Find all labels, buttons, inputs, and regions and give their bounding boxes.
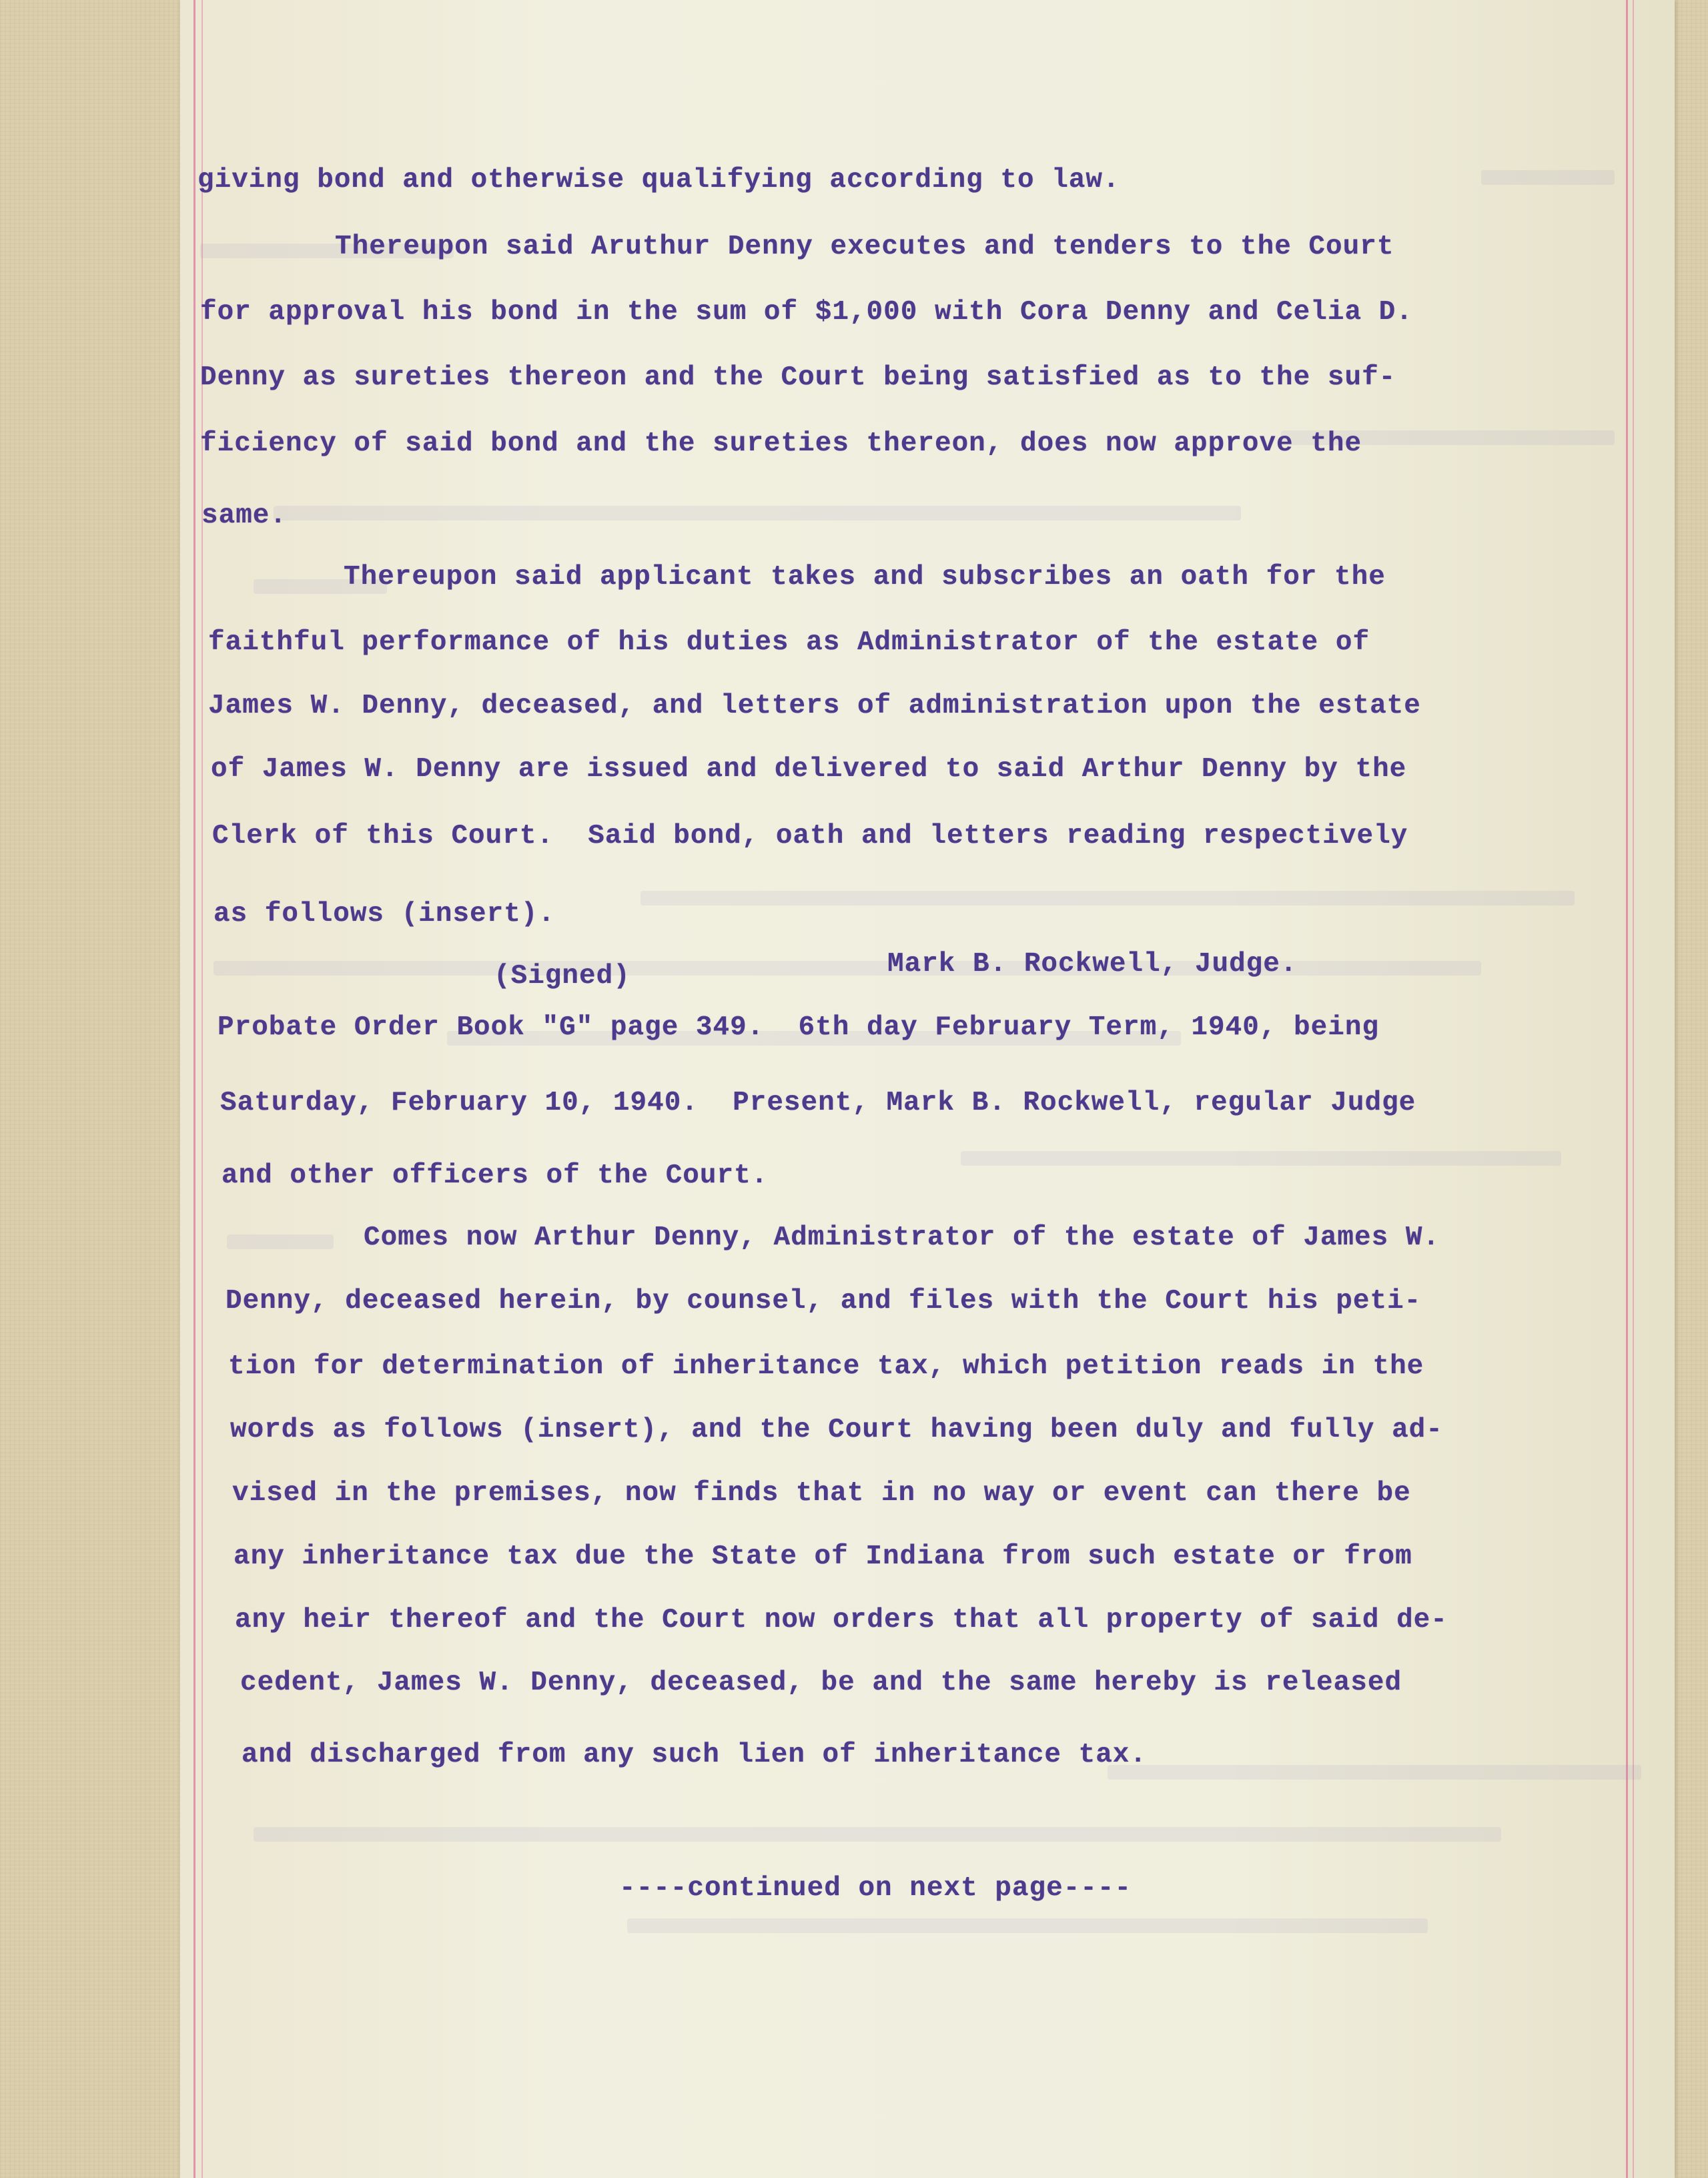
text-line-9: James W. Denny, deceased, and letters of administration upon the estate (208, 691, 1421, 721)
text-line-21: vised in the premises, now finds that in no way or event can there be (232, 1478, 1411, 1509)
text-line-1: giving bond and otherwise qualifying according to law. (197, 165, 1120, 196)
text-line-3: for approval his bond in the sum of $1,000 with Cora Denny and Celia D. (200, 297, 1413, 328)
text-line-17: Comes now Arthur Denny, Administrator of the estate of James W. (364, 1222, 1440, 1253)
judge-signature-line: Mark B. Rockwell, Judge. (887, 949, 1298, 980)
text-line-16: and other officers of the Court. (222, 1160, 769, 1191)
text-line-15: Saturday, February 10, 1940. Present, Mark B. Rockwell, regular Judge (220, 1088, 1416, 1118)
signed-label: (Signed) (494, 961, 630, 992)
text-line-12: as follows (insert). (214, 899, 556, 930)
text-line-22: any inheritance tax due the State of Indiana from such estate or from (234, 1541, 1412, 1572)
text-line-24: cedent, James W. Denny, deceased, be and the same hereby is released (240, 1668, 1402, 1698)
text-line-23: any heir thereof and the Court now orders that all property of said de- (235, 1605, 1448, 1636)
text-line-11: Clerk of this Court. Said bond, oath and letters reading respectively (212, 821, 1408, 851)
text-line-2: Thereupon said Aruthur Denny executes and tenders to the Court (335, 232, 1394, 262)
text-line-8: faithful performance of his duties as Administrator of the estate of (208, 627, 1370, 658)
text-line-14: Probate Order Book "G" page 349. 6th day February Term, 1940, being (218, 1012, 1380, 1043)
text-line-19: tion for determination of inheritance tax, which petition reads in the (228, 1351, 1424, 1382)
text-line-4: Denny as sureties thereon and the Court being satisfied as to the suf- (200, 362, 1396, 393)
text-line-6: same. (201, 500, 288, 531)
text-line-7: Thereupon said applicant takes and subscribes an oath for the (344, 562, 1386, 593)
text-line-20: words as follows (insert), and the Court having been duly and fully ad- (230, 1415, 1443, 1445)
continued-notice: ----continued on next page---- (619, 1873, 1132, 1904)
text-line-25: and discharged from any such lien of inheritance tax. (242, 1740, 1148, 1770)
text-line-10: of James W. Denny are issued and delivered to said Arthur Denny by the (211, 754, 1407, 785)
text-line-18: Denny, deceased herein, by counsel, and files with the Court his peti- (226, 1286, 1422, 1317)
text-line-5: ficiency of said bond and the sureties thereon, does now approve the (200, 428, 1362, 459)
